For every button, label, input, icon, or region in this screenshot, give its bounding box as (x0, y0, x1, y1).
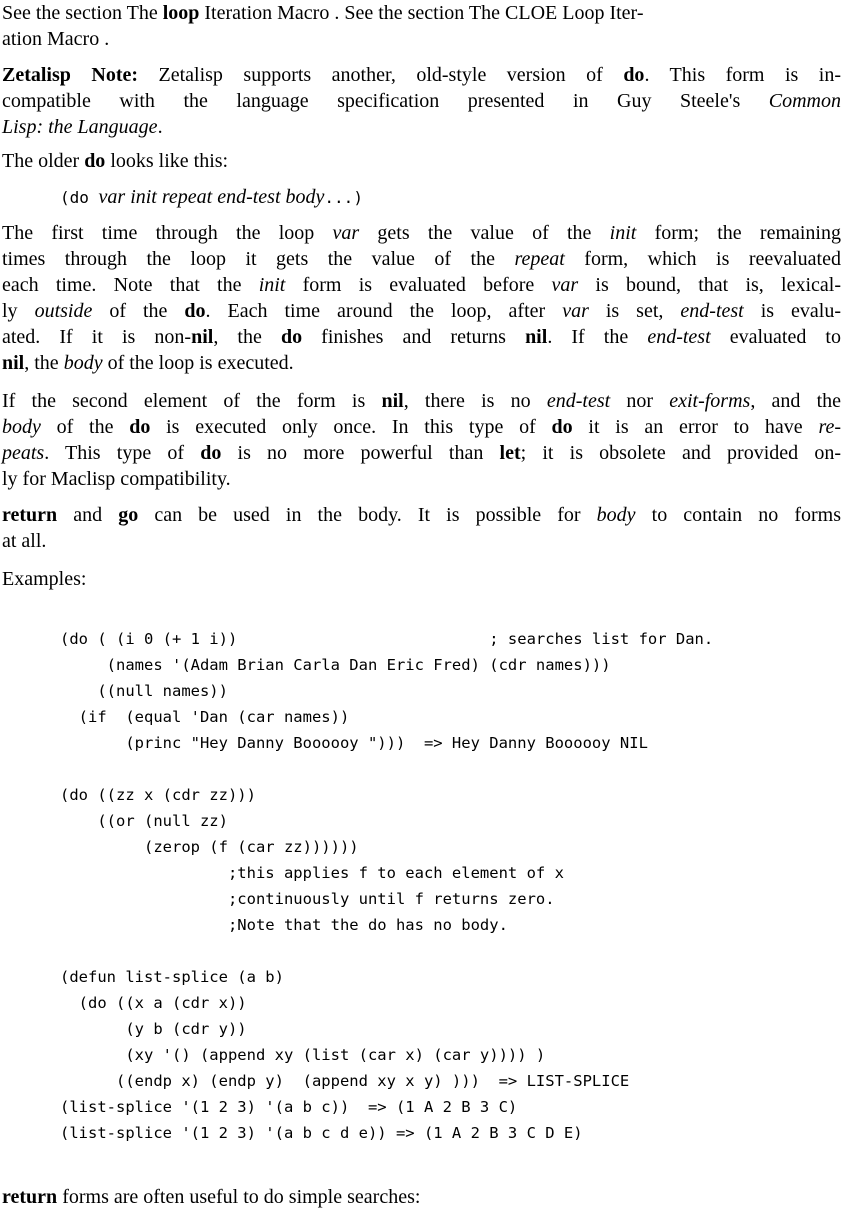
signature-line (2, 184, 841, 211)
text-run: , and the (750, 390, 842, 412)
text-run: ; it is obsolete and provided on- (520, 442, 841, 464)
do-keyword: do (129, 416, 151, 438)
code-example-block (2, 626, 841, 1146)
text-run: each time. Note that the (2, 274, 259, 296)
end-test-term: end-test (647, 326, 711, 348)
text-run: to contain no forms (635, 504, 841, 526)
code-line: ;Note that the do has no body. (60, 916, 508, 934)
code-line: ((or (null zz) (60, 812, 228, 830)
do-keyword: do (200, 442, 222, 464)
second-element-line-4 (2, 466, 841, 492)
code-line: (zerop (f (car zz)))))) (60, 838, 359, 856)
code-line: ((endp x) (endp y) (append xy x y) ))) => LIST-SPLICE (60, 1072, 630, 1090)
note-line-3 (2, 114, 841, 140)
nil-keyword: nil (381, 390, 404, 412)
text-run: ated. If it is non- (2, 326, 192, 348)
text-run: form, which is reevaluated (564, 248, 841, 270)
text-run: and (57, 504, 119, 526)
code-line: (names '(Adam Brian Carla Dan Eric Fred) (cdr names))) (60, 656, 611, 674)
text-run: of the (40, 416, 130, 438)
loop-keyword: loop (162, 2, 200, 24)
second-element-line-1 (2, 388, 841, 414)
text-run: ly (2, 300, 35, 322)
go-keyword: go (118, 504, 139, 526)
text-run: . If the (547, 326, 648, 348)
code-line: (if (equal 'Dan (car names)) (60, 708, 350, 726)
text-run: is bound, that is, lexical- (578, 274, 841, 296)
signature-open: (do (60, 188, 99, 207)
text-run: is evalu- (743, 300, 842, 322)
first-time-line-4 (2, 298, 841, 324)
text-run: looks like this: (105, 150, 229, 172)
first-time-line-1 (2, 220, 841, 246)
book-title: Common (768, 90, 841, 112)
code-line: (do ((zz x (cdr zz))) (60, 786, 256, 804)
do-keyword: do (280, 326, 303, 348)
text-run: forms are often useful to do simple searches: (57, 1186, 421, 1208)
older-do-line (2, 148, 841, 174)
older-do-paragraph (2, 148, 841, 174)
first-time-line-5 (2, 324, 841, 350)
text-run: is no more powerful than (221, 442, 500, 464)
text-run: can be used in the body. It is possible for (138, 504, 597, 526)
text-run: , the (24, 352, 64, 374)
var-term: var (551, 274, 579, 296)
do-keyword: do (623, 64, 645, 86)
nil-keyword: nil (525, 326, 548, 348)
init-term: init (258, 274, 286, 296)
code-line: ;continuously until f returns zero. (60, 890, 555, 908)
let-keyword: let (499, 442, 521, 464)
var-term: var (562, 300, 589, 322)
note-line-2 (2, 88, 841, 114)
text-run: at all. (2, 530, 47, 552)
code-line: ((null names)) (60, 682, 228, 700)
return-go-line-2 (2, 528, 841, 554)
exit-forms-term: exit-forms (669, 390, 751, 412)
text-run: of the loop is executed. (102, 352, 294, 374)
code-line: (y b (cdr y)) (60, 1020, 247, 1038)
text-run: ly for Maclisp compatibility. (2, 468, 231, 490)
nil-keyword: nil (2, 352, 25, 374)
text-run: Zetalisp supports another, old-style version of (138, 64, 624, 86)
text-run: it is an error to have (572, 416, 819, 438)
code-line: (xy '() (append xy (list (car x) (car y)))) ) (60, 1046, 546, 1064)
examples-heading: Examples: (2, 568, 87, 590)
signature-ellipsis: ... (324, 188, 354, 207)
repeats-term: re- (818, 416, 842, 438)
code-line: (list-splice '(1 2 3) '(a b c d e)) => (1 A 2 B 3 C D E) (60, 1124, 583, 1142)
text-run: is set, (588, 300, 681, 322)
body-term: body (596, 504, 636, 526)
end-test-term: end-test (680, 300, 744, 322)
code-line: (do ( (i 0 (+ 1 i)) ; searches list for Dan. (60, 630, 714, 648)
text-run: times through the loop it gets the value of the (2, 248, 515, 270)
first-time-line-3 (2, 272, 841, 298)
see-section-paragraph (2, 0, 841, 52)
first-time-line-2 (2, 246, 841, 272)
text-run: of the (92, 300, 185, 322)
outside-term: outside (34, 300, 93, 322)
text-run: , the (213, 326, 281, 348)
text-run: . (157, 116, 163, 138)
return-keyword: return (2, 504, 58, 526)
code-line: ;this applies f to each element of x (60, 864, 564, 882)
text-run: finishes and returns (302, 326, 526, 348)
repeats-term: peats (2, 442, 45, 464)
var-term: var (332, 222, 360, 244)
text-run: ation Macro . (2, 28, 110, 50)
return-forms-line (2, 1184, 841, 1210)
text-run: form; the remaining (636, 222, 841, 244)
text-run: , there is no (403, 390, 547, 412)
text-run: Iteration Macro . See the section The CLOE Loop Iter- (199, 2, 644, 24)
do-keyword: do (551, 416, 573, 438)
code-line: (defun list-splice (a b) (60, 968, 284, 986)
text-run: gets the value of the (359, 222, 610, 244)
code-line: (princ "Hey Danny Boooooy "))) => Hey Danny Boooooy NIL (60, 734, 648, 752)
do-keyword: do (84, 150, 106, 172)
text-run: is executed only once. In this type of (150, 416, 552, 438)
text-run: compatible with the language specification presented in Guy Steele's (2, 90, 769, 112)
nil-keyword: nil (191, 326, 214, 348)
second-element-line-2 (2, 414, 841, 440)
first-time-paragraph (2, 220, 841, 376)
second-element-line-3 (2, 440, 841, 466)
text-run: See the section The (2, 2, 163, 24)
see-section-line-2 (2, 26, 841, 52)
text-run: . Each time around the loop, after (205, 300, 563, 322)
do-signature (2, 184, 841, 211)
text-run: form is evaluated before (285, 274, 552, 296)
body-term: body (63, 352, 103, 374)
see-section-line-1 (2, 0, 841, 26)
first-time-line-6 (2, 350, 841, 376)
init-term: init (609, 222, 637, 244)
second-element-paragraph (2, 388, 841, 492)
return-go-line-1 (2, 502, 841, 528)
return-forms-paragraph (2, 1184, 841, 1210)
do-keyword: do (184, 300, 206, 322)
code-line: (do ((x a (cdr x)) (60, 994, 247, 1012)
code-line (60, 938, 841, 964)
end-test-term: end-test (546, 390, 611, 412)
text-run: nor (610, 390, 670, 412)
note-label: Zetalisp Note: (2, 64, 139, 86)
signature-close: ) (353, 188, 363, 207)
text-run: evaluated to (710, 326, 841, 348)
text-run: The older (2, 150, 85, 172)
examples-label (2, 566, 841, 592)
text-run: . This form is in- (644, 64, 841, 86)
signature-args: var init repeat end-test body (98, 186, 325, 208)
text-run: The first time through the loop (2, 222, 333, 244)
return-keyword: return (2, 1186, 58, 1208)
code-line (60, 756, 841, 782)
body-term: body (2, 416, 41, 438)
text-run: . This type of (44, 442, 201, 464)
zetalisp-note-paragraph (2, 62, 841, 140)
repeat-term: repeat (514, 248, 565, 270)
text-run: If the second element of the form is (2, 390, 382, 412)
code-line: (list-splice '(1 2 3) '(a b c)) => (1 A 2 B 3 C) (60, 1098, 518, 1116)
book-title: Lisp: the Language (2, 116, 158, 138)
return-go-paragraph (2, 502, 841, 554)
note-line-1 (2, 62, 841, 88)
